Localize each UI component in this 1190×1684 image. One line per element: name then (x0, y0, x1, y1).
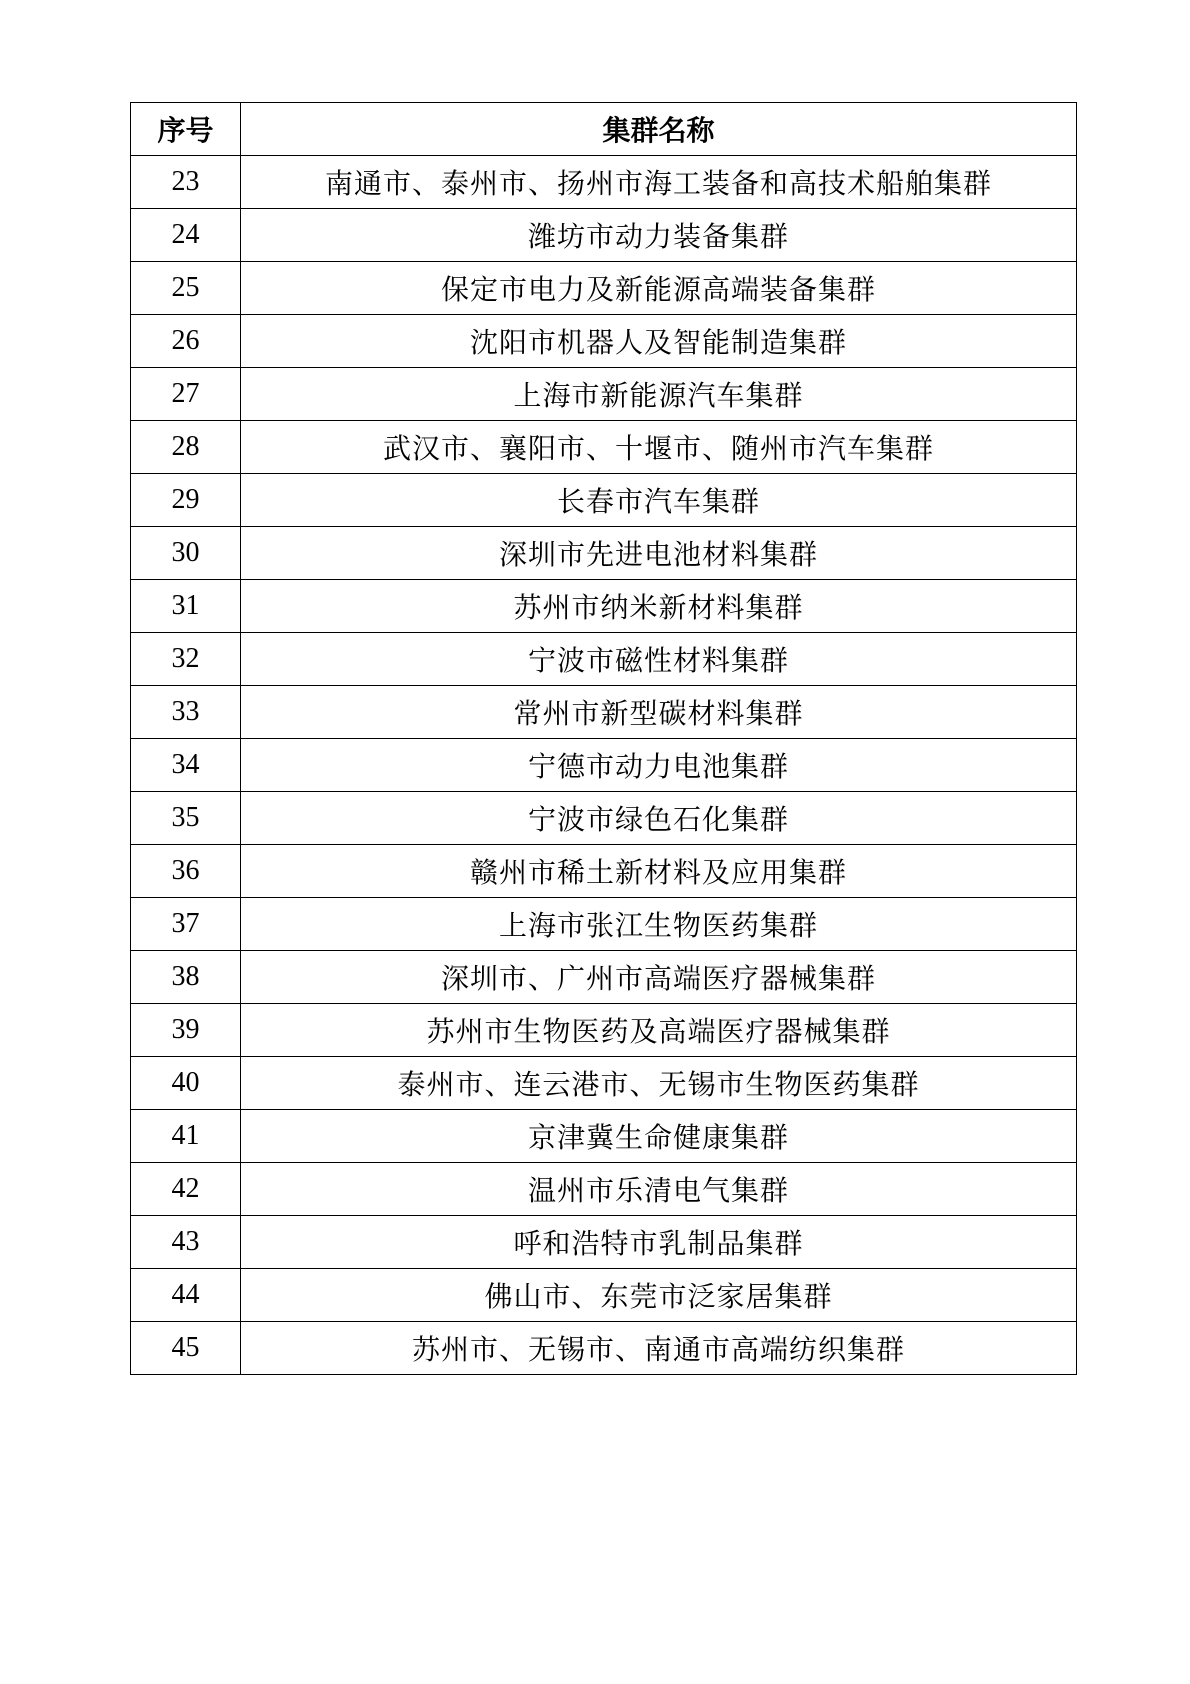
table-row (131, 368, 1077, 421)
row-number: 26 (131, 315, 241, 368)
row-number: 38 (131, 951, 241, 1004)
row-number: 27 (131, 368, 241, 421)
table-row (131, 633, 1077, 686)
cluster-name: 深圳市先进电池材料集群 (241, 527, 1077, 580)
table-row (131, 845, 1077, 898)
table-row (131, 474, 1077, 527)
table-row (131, 1163, 1077, 1216)
row-number: 40 (131, 1057, 241, 1110)
row-number: 44 (131, 1269, 241, 1322)
row-number: 32 (131, 633, 241, 686)
cluster-name: 保定市电力及新能源高端装备集群 (241, 262, 1077, 315)
table-row (131, 686, 1077, 739)
table-body (131, 156, 1077, 1375)
table-row (131, 1322, 1077, 1375)
table-row (131, 898, 1077, 951)
row-number: 42 (131, 1163, 241, 1216)
table-row (131, 156, 1077, 209)
cluster-name: 上海市张江生物医药集群 (241, 898, 1077, 951)
row-number: 29 (131, 474, 241, 527)
row-number: 23 (131, 156, 241, 209)
row-number: 28 (131, 421, 241, 474)
table-row (131, 1216, 1077, 1269)
cluster-name: 苏州市纳米新材料集群 (241, 580, 1077, 633)
cluster-name: 宁德市动力电池集群 (241, 739, 1077, 792)
row-number: 34 (131, 739, 241, 792)
table-row (131, 421, 1077, 474)
row-number: 33 (131, 686, 241, 739)
cluster-name: 沈阳市机器人及智能制造集群 (241, 315, 1077, 368)
table-row (131, 951, 1077, 1004)
cluster-name: 温州市乐清电气集群 (241, 1163, 1077, 1216)
cluster-name: 苏州市生物医药及高端医疗器械集群 (241, 1004, 1077, 1057)
table-row (131, 1004, 1077, 1057)
cluster-name: 赣州市稀土新材料及应用集群 (241, 845, 1077, 898)
header-number: 序号 (131, 103, 241, 156)
cluster-name: 佛山市、东莞市泛家居集群 (241, 1269, 1077, 1322)
table-row (131, 1057, 1077, 1110)
table-row (131, 1110, 1077, 1163)
cluster-name: 南通市、泰州市、扬州市海工装备和高技术船舶集群 (241, 156, 1077, 209)
cluster-table (130, 102, 1077, 1375)
row-number: 24 (131, 209, 241, 262)
table-header (131, 103, 1077, 156)
row-number: 30 (131, 527, 241, 580)
table-row (131, 739, 1077, 792)
table-header-row (131, 103, 1077, 156)
table-row (131, 527, 1077, 580)
row-number: 37 (131, 898, 241, 951)
row-number: 45 (131, 1322, 241, 1375)
row-number: 31 (131, 580, 241, 633)
table-row (131, 792, 1077, 845)
table-row (131, 1269, 1077, 1322)
table-row (131, 315, 1077, 368)
cluster-name: 苏州市、无锡市、南通市高端纺织集群 (241, 1322, 1077, 1375)
cluster-name: 呼和浩特市乳制品集群 (241, 1216, 1077, 1269)
row-number: 41 (131, 1110, 241, 1163)
row-number: 43 (131, 1216, 241, 1269)
header-name: 集群名称 (241, 103, 1077, 156)
row-number: 36 (131, 845, 241, 898)
row-number: 25 (131, 262, 241, 315)
table-row (131, 209, 1077, 262)
cluster-name: 京津冀生命健康集群 (241, 1110, 1077, 1163)
cluster-name: 潍坊市动力装备集群 (241, 209, 1077, 262)
table-row (131, 580, 1077, 633)
cluster-name: 深圳市、广州市高端医疗器械集群 (241, 951, 1077, 1004)
cluster-name: 常州市新型碳材料集群 (241, 686, 1077, 739)
cluster-name: 长春市汽车集群 (241, 474, 1077, 527)
row-number: 39 (131, 1004, 241, 1057)
cluster-name: 泰州市、连云港市、无锡市生物医药集群 (241, 1057, 1077, 1110)
cluster-name: 上海市新能源汽车集群 (241, 368, 1077, 421)
cluster-name: 武汉市、襄阳市、十堰市、随州市汽车集群 (241, 421, 1077, 474)
row-number: 35 (131, 792, 241, 845)
cluster-name: 宁波市绿色石化集群 (241, 792, 1077, 845)
cluster-name: 宁波市磁性材料集群 (241, 633, 1077, 686)
table-row (131, 262, 1077, 315)
